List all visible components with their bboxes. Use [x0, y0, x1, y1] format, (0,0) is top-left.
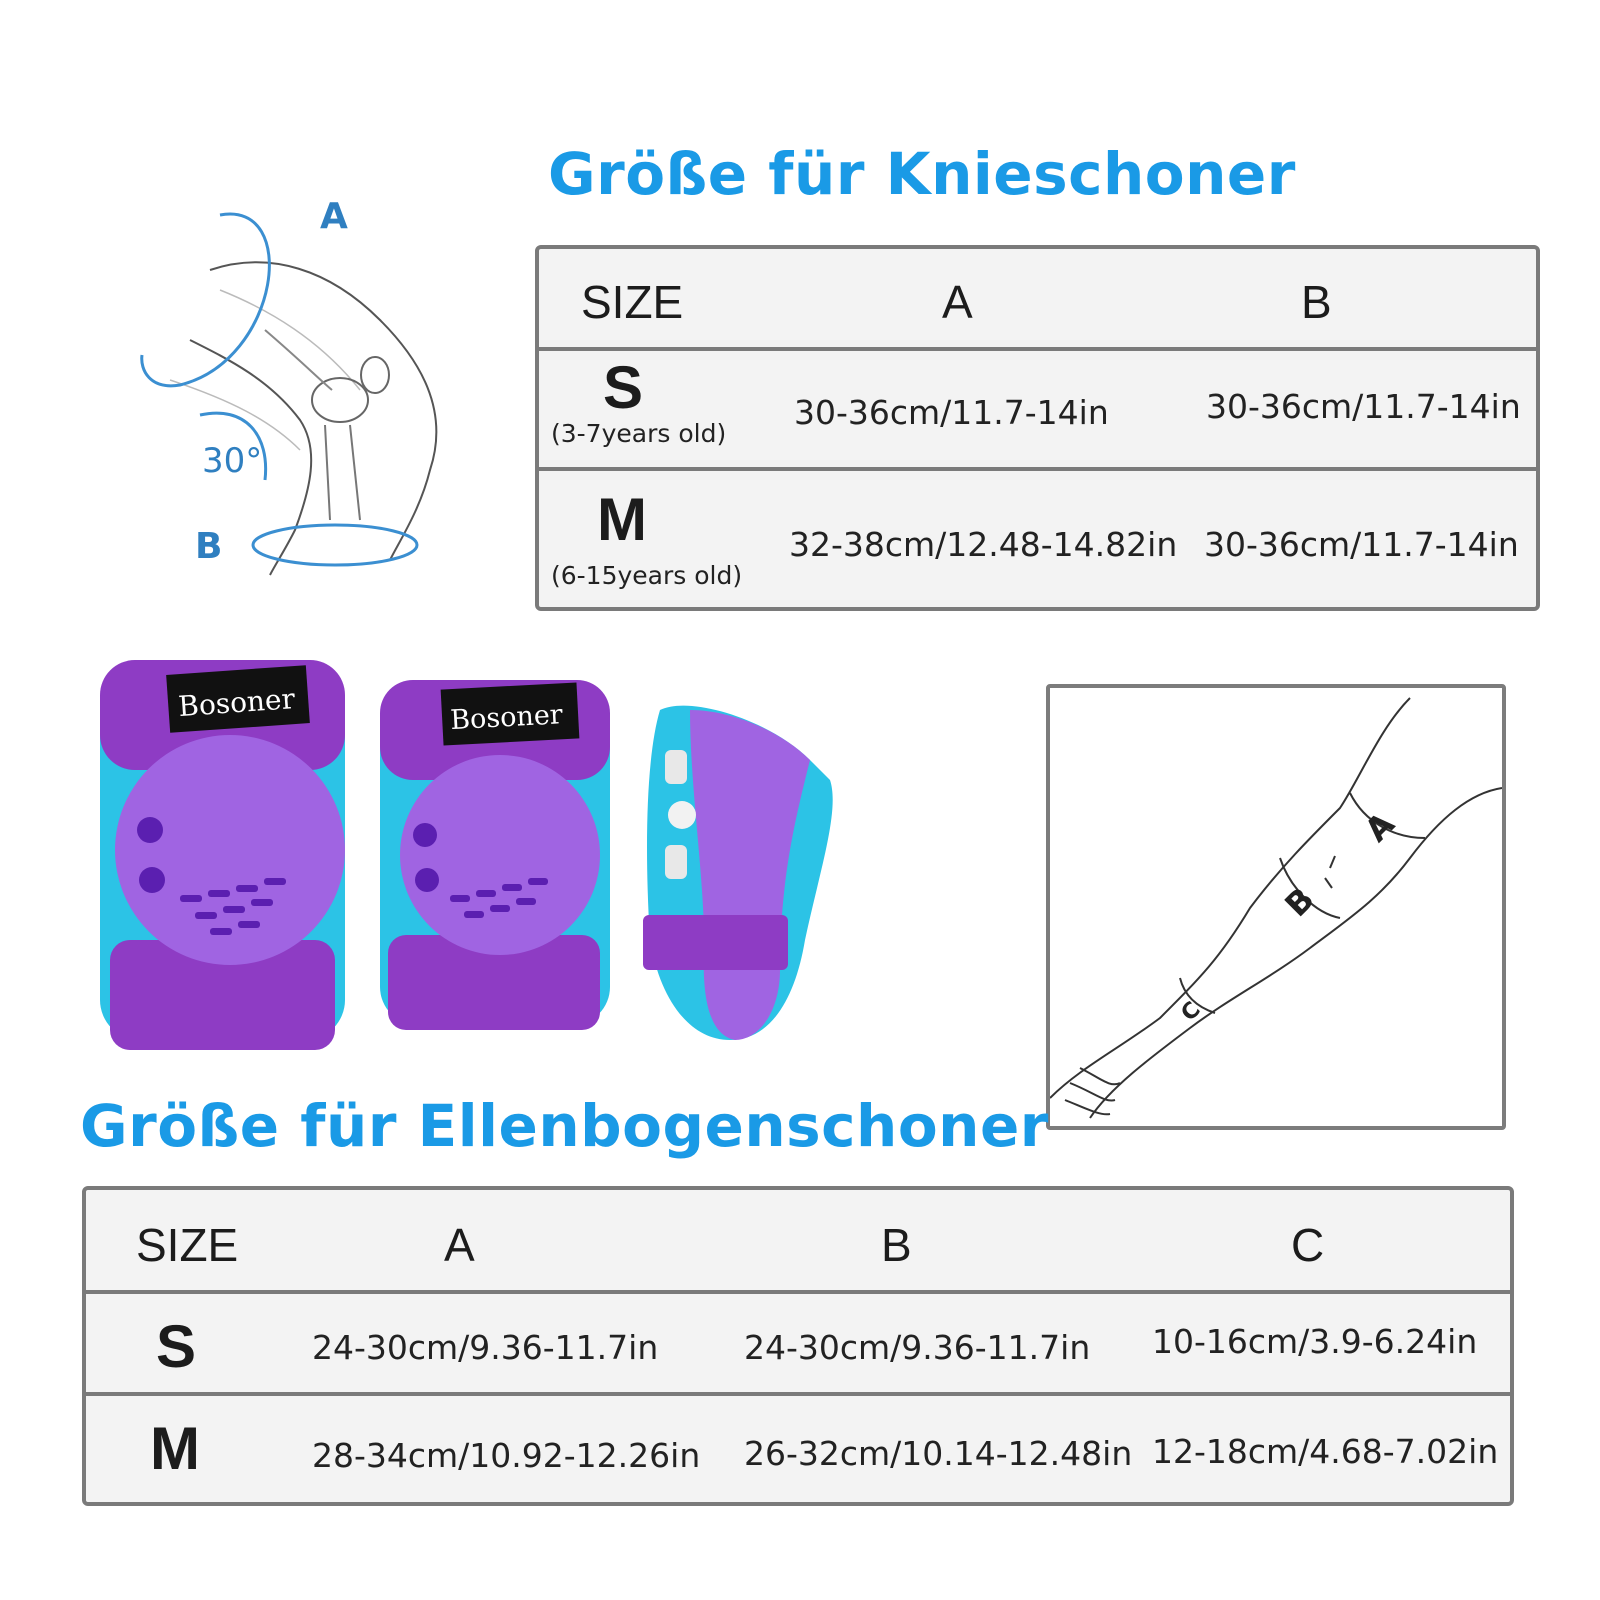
knee-m-b: 30-36cm/11.7-14in	[1204, 525, 1519, 564]
knee-header-row	[539, 249, 1536, 347]
elbow-header-row	[86, 1190, 1510, 1290]
elbow-size-title: Größe für Ellenbogenschoner	[80, 1092, 1049, 1160]
wrist-guard-image	[643, 706, 833, 1040]
knee-label-b: B	[195, 526, 223, 567]
knee-diagram	[70, 190, 450, 590]
knee-header-b: B	[1301, 276, 1332, 328]
knee-label-a: A	[320, 196, 348, 237]
knee-size-m: M	[597, 486, 647, 553]
elbow-header-b: B	[881, 1219, 912, 1271]
knee-size-s: S	[603, 354, 644, 421]
arm-sketch	[1050, 688, 1502, 1126]
elbow-s-c: 10-16cm/3.9-6.24in	[1152, 1322, 1478, 1361]
knee-header-a: A	[942, 276, 973, 328]
elbow-size-s: S	[156, 1313, 197, 1380]
knee-size-title: Größe für Knieschoner	[548, 140, 1296, 208]
elbow-header-c: C	[1291, 1219, 1325, 1271]
protective-pads-image	[90, 640, 870, 1060]
elbow-size-m: M	[150, 1415, 200, 1482]
table-row	[86, 1392, 1510, 1506]
elbow-header-size: SIZE	[136, 1219, 239, 1271]
elbow-s-a: 24-30cm/9.36-11.7in	[312, 1328, 659, 1367]
arm-label-c: C	[1176, 997, 1206, 1027]
elbow-size-table	[82, 1186, 1514, 1506]
table-row	[86, 1290, 1510, 1396]
knee-pad-image	[100, 660, 345, 1050]
elbow-m-c: 12-18cm/4.68-7.02in	[1152, 1432, 1499, 1471]
elbow-pad-image	[380, 680, 610, 1030]
brand-label-2: Bosoner	[449, 699, 564, 737]
knee-header-size: SIZE	[581, 276, 684, 328]
elbow-m-b: 26-32cm/10.14-12.48in	[744, 1434, 1133, 1473]
knee-s-b: 30-36cm/11.7-14in	[1206, 387, 1521, 426]
arm-label-a: A	[1357, 804, 1402, 850]
knee-age-m: (6-15years old)	[551, 561, 743, 590]
table-row	[539, 467, 1536, 611]
elbow-s-b: 24-30cm/9.36-11.7in	[744, 1328, 1091, 1367]
table-row	[539, 347, 1536, 471]
knee-age-s: (3-7years old)	[551, 419, 727, 448]
knee-size-table	[535, 245, 1540, 611]
knee-label-angle: 30°	[202, 441, 263, 481]
elbow-m-a: 28-34cm/10.92-12.26in	[312, 1436, 701, 1475]
knee-s-a: 30-36cm/11.7-14in	[794, 393, 1109, 432]
elbow-header-a: A	[444, 1219, 475, 1271]
arm-label-b: B	[1277, 880, 1322, 925]
brand-label-1: Bosoner	[177, 682, 296, 724]
arm-measurement-diagram	[1046, 684, 1506, 1130]
knee-m-a: 32-38cm/12.48-14.82in	[789, 525, 1178, 564]
